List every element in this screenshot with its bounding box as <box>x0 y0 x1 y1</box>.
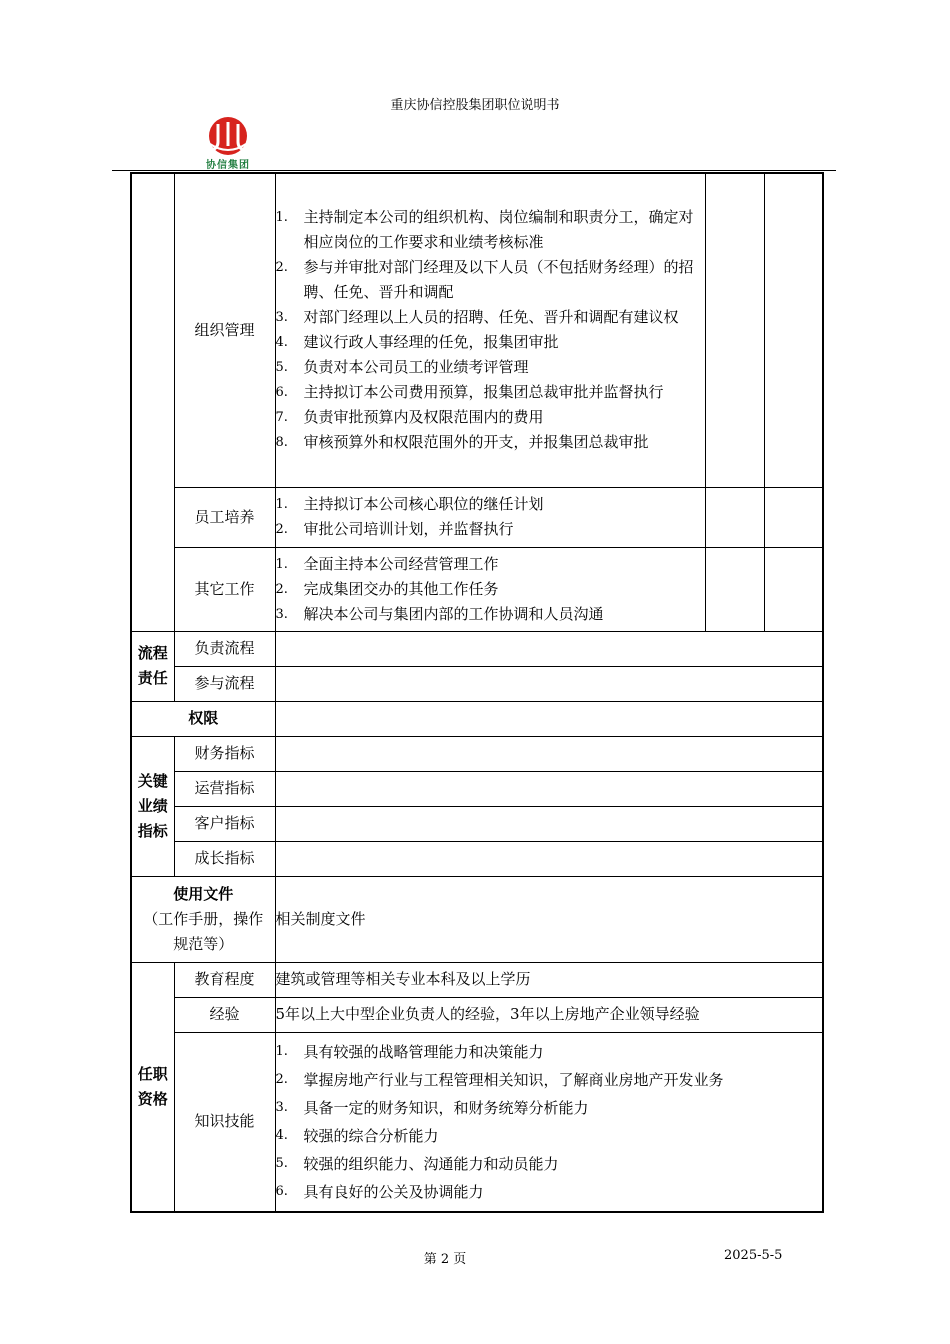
duty-row-training <box>131 487 823 547</box>
list-item-text: 具有较强的战略管理能力和决策能力 <box>303 1042 544 1061</box>
duty-content <box>275 173 705 487</box>
job-description-table <box>130 172 824 1213</box>
duty-content <box>275 487 705 547</box>
list-item-text: 负责审批预算内及权限范围内的费用 <box>303 408 544 427</box>
kpi-value <box>275 771 823 806</box>
qualification-row <box>131 962 823 997</box>
list-item-text: 建议行政人事经理的任免，报集团审批 <box>303 333 559 352</box>
list-item-text: 较强的综合分析能力 <box>303 1126 439 1145</box>
list-item <box>276 1094 823 1122</box>
list-item <box>276 1150 823 1178</box>
page-number: 第 2 页 <box>423 1252 467 1267</box>
list-item <box>276 305 705 330</box>
list-item-text: 审核预算外和权限范围外的开支，并报集团总裁审批 <box>303 433 649 452</box>
list-item-number: 1. <box>275 497 288 512</box>
authority-row <box>131 701 823 736</box>
list-item-number: 5. <box>275 360 288 376</box>
duty-row-other <box>131 547 823 631</box>
experience-label: 经验 <box>174 997 275 1032</box>
duty-item-list <box>276 492 705 542</box>
list-item <box>276 330 705 355</box>
list-item-text: 参与并审批对部门经理及以下人员（不包括财务经理）的招聘、任免、晋升和调配 <box>303 258 694 302</box>
process-row <box>131 666 823 701</box>
empty-cell <box>764 173 823 487</box>
education-label: 教育程度 <box>174 962 275 997</box>
list-item-number: 2. <box>275 522 288 537</box>
list-item-number: 2. <box>275 260 288 276</box>
files-value: 相关制度文件 <box>275 876 823 962</box>
list-item-text: 全面主持本公司经营管理工作 <box>303 554 499 573</box>
document-title: 重庆协信控股集团职位说明书 <box>390 98 560 113</box>
qualification-row <box>131 1032 823 1212</box>
process-row <box>131 631 823 666</box>
process-label: 参与流程 <box>174 666 275 701</box>
list-item-text: 具备一定的财务知识，和财务统筹分析能力 <box>303 1098 589 1117</box>
list-item <box>276 1178 823 1206</box>
experience-value: 5年以上大中型企业负责人的经验，3年以上房地产企业领导经验 <box>275 997 823 1032</box>
list-item-text: 对部门经理以上人员的招聘、任免、晋升和调配有建议权 <box>303 308 679 327</box>
list-item <box>276 1038 823 1066</box>
list-item-text: 负责对本公司员工的业绩考评管理 <box>303 358 529 377</box>
list-item <box>276 602 705 627</box>
kpi-row <box>131 771 823 806</box>
duty-item-list <box>276 205 705 455</box>
duty-label: 组织管理 <box>174 173 275 487</box>
files-row <box>131 876 823 962</box>
process-value <box>275 631 823 666</box>
header-divider <box>112 170 836 171</box>
process-label: 负责流程 <box>174 631 275 666</box>
footer-date: 2025-5-5 <box>724 1248 783 1263</box>
kpi-row <box>131 841 823 876</box>
files-label: 使用文件 <box>173 884 234 903</box>
list-item-number: 7. <box>275 410 288 426</box>
kpi-label: 客户指标 <box>174 806 275 841</box>
education-value: 建筑或管理等相关专业本科及以上学历 <box>275 962 823 997</box>
empty-cell <box>764 547 823 631</box>
kpi-label: 运营指标 <box>174 771 275 806</box>
list-item-number: 1. <box>275 556 288 572</box>
list-item <box>276 255 705 305</box>
duty-label: 员工培养 <box>174 487 275 547</box>
skills-content <box>275 1032 823 1212</box>
kpi-value <box>275 736 823 771</box>
duty-item-list <box>276 552 705 627</box>
list-item-text: 完成集团交办的其他工作任务 <box>303 579 499 598</box>
empty-cell <box>705 487 764 547</box>
list-item <box>276 405 705 430</box>
list-item-text: 具有良好的公关及协调能力 <box>303 1182 484 1201</box>
list-item <box>276 552 705 577</box>
list-item-number: 6. <box>275 1183 288 1199</box>
list-item-number: 3. <box>275 310 288 326</box>
qualification-row <box>131 997 823 1032</box>
files-sublabel: （工作手册，操作规范等） <box>143 909 264 953</box>
list-item-text: 审批公司培训计划，并监督执行 <box>303 520 514 538</box>
process-category: 流程责任 <box>131 631 174 701</box>
list-item <box>276 355 705 380</box>
kpi-category: 关键业绩指标 <box>131 736 174 876</box>
files-label-cell <box>131 876 275 962</box>
kpi-row <box>131 736 823 771</box>
list-item-number: 3. <box>275 1099 288 1115</box>
duty-label: 其它工作 <box>174 547 275 631</box>
list-item <box>276 205 705 255</box>
list-item-text: 解决本公司与集团内部的工作协调和人员沟通 <box>303 604 604 623</box>
skills-label: 知识技能 <box>174 1032 275 1212</box>
empty-cell <box>764 487 823 547</box>
list-item <box>276 577 705 602</box>
list-item-text: 主持拟订本公司核心职位的继任计划 <box>303 495 544 513</box>
empty-cell <box>705 173 764 487</box>
skills-item-list <box>276 1038 823 1206</box>
list-item-number: 3. <box>275 606 288 622</box>
authority-value <box>275 701 823 736</box>
kpi-row <box>131 806 823 841</box>
list-item-number: 1. <box>275 1043 288 1059</box>
list-item <box>276 430 705 455</box>
kpi-label: 成长指标 <box>174 841 275 876</box>
kpi-value <box>275 806 823 841</box>
qualification-category: 任职资格 <box>131 962 174 1212</box>
authority-label: 权限 <box>131 701 275 736</box>
logo-text: 协信集团 <box>206 160 250 171</box>
kpi-label: 财务指标 <box>174 736 275 771</box>
process-value <box>275 666 823 701</box>
list-item-number: 8. <box>275 435 288 451</box>
empty-cell <box>705 547 764 631</box>
list-item-number: 5. <box>275 1155 288 1171</box>
list-item <box>276 1122 823 1150</box>
list-item-number: 6. <box>275 385 288 401</box>
list-item <box>276 517 705 542</box>
list-item-number: 1. <box>275 210 288 226</box>
kpi-value <box>275 841 823 876</box>
duty-content <box>275 547 705 631</box>
list-item-text: 较强的组织能力、沟通能力和动员能力 <box>303 1154 559 1173</box>
duty-row-organization <box>131 173 823 487</box>
list-item-number: 2. <box>275 1071 288 1087</box>
list-item <box>276 380 705 405</box>
list-item-number: 4. <box>275 335 288 351</box>
list-item-text: 主持制定本公司的组织机构、岗位编制和职责分工，确定对相应岗位的工作要求和业绩考核标准 <box>303 208 694 252</box>
list-item-text: 主持拟订本公司费用预算，报集团总裁审批并监督执行 <box>303 383 664 402</box>
duty-category-cell <box>131 173 174 631</box>
list-item-number: 4. <box>275 1127 288 1143</box>
list-item-number: 2. <box>275 581 288 597</box>
list-item <box>276 492 705 517</box>
list-item-text: 掌握房地产行业与工程管理相关知识，了解商业房地产开发业务 <box>303 1070 724 1089</box>
list-item <box>276 1066 823 1094</box>
